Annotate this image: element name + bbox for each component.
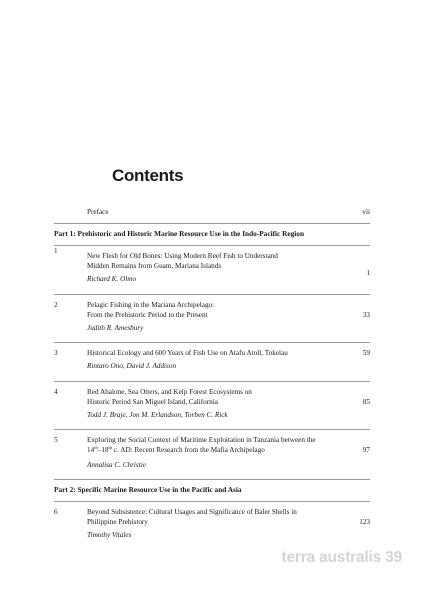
chapter-authors: Judith R. Amesbury — [87, 324, 144, 333]
chapter-title-line: Pelagic Fishing in the Mariana Archipelago: — [87, 300, 215, 309]
title-remainder: c. AD: Recent Research from the Mafia Archipelago — [112, 446, 265, 455]
chapter-page-number: 1 — [366, 269, 370, 277]
chapter-entry-1[interactable] — [54, 246, 370, 294]
chapter-authors: Todd J. Braje, Jon M. Erlandson, Torben C. Rick — [87, 411, 228, 420]
chapter-number: 5 — [54, 436, 58, 445]
part-heading-1 — [54, 224, 370, 245]
chapter-authors: Timothy Vitales — [87, 531, 132, 540]
chapter-page-number: 97 — [362, 446, 370, 455]
chapter-entry-6[interactable] — [54, 502, 370, 550]
preface-label: Preface — [87, 208, 109, 216]
chapter-authors: Annalisa C. Christie — [87, 460, 146, 469]
chapter-entry-5[interactable] — [54, 430, 370, 479]
preface-entry[interactable] — [54, 207, 370, 223]
chapter-title-line — [87, 445, 348, 456]
chapter-number: 4 — [54, 387, 58, 396]
chapter-page-number: 59 — [362, 349, 370, 358]
chapter-title-line: Red Abalone, Sea Otters, and Kelp Forest Ecosystems on — [87, 387, 252, 396]
chapter-title-line: Historic Period San Miguel Island, California — [87, 397, 218, 406]
part-heading-2 — [54, 480, 370, 501]
chapter-number: 3 — [54, 349, 58, 358]
century-start: 14 — [87, 446, 95, 455]
chapter-number: 1 — [54, 247, 58, 255]
chapter-page-number: 33 — [362, 310, 370, 319]
chapter-number: 2 — [54, 300, 58, 309]
contents-heading: Contents — [112, 166, 184, 185]
chapter-entry-3[interactable] — [54, 343, 370, 380]
preface-page-number: vii — [362, 208, 370, 216]
table-of-contents — [54, 207, 370, 549]
chapter-authors: Richard K. Olmo — [87, 275, 137, 284]
chapter-title-line: New Flesh for Old Bones: Using Modern Reef Fish to Understand — [87, 252, 278, 260]
part-title: Part 2: Specific Marine Resource Use in the Pacific and Asia — [54, 484, 242, 494]
series-name: terra australis 39 — [281, 549, 402, 566]
chapter-title-line: From the Prehistoric Period to the Present — [87, 310, 208, 319]
chapter-authors: Rintaro Ono, David J. Addison — [87, 362, 177, 371]
ordinal-suffix: th — [94, 445, 98, 451]
chapter-title-line: Philippine Prehistory — [87, 518, 148, 527]
chapter-title-line: Midden Remains from Guam, Mariana Islands — [87, 262, 222, 271]
century-end: –18 — [97, 446, 109, 455]
chapter-title-line: Historical Ecology and 600 Years of Fish Use on Atafu Atoll, Tokelau — [87, 349, 288, 358]
part-title: Part 1: Prehistoric and Historic Marine Resource Use in the Indo-Pacific Region — [54, 229, 305, 238]
chapter-entry-4[interactable] — [54, 382, 370, 430]
chapter-page-number: 123 — [359, 517, 370, 526]
chapter-number: 6 — [54, 507, 58, 516]
chapter-entry-2[interactable] — [54, 295, 370, 343]
chapter-title-line: Exploring the Social Context of Maritime Exploitation in Tanzania between the — [87, 436, 316, 445]
chapter-page-number: 85 — [362, 397, 370, 406]
ordinal-suffix: th — [108, 445, 113, 451]
chapter-title-line: Beyond Subsistence: Cultural Usages and Significance of Baler Shells in — [87, 507, 297, 516]
